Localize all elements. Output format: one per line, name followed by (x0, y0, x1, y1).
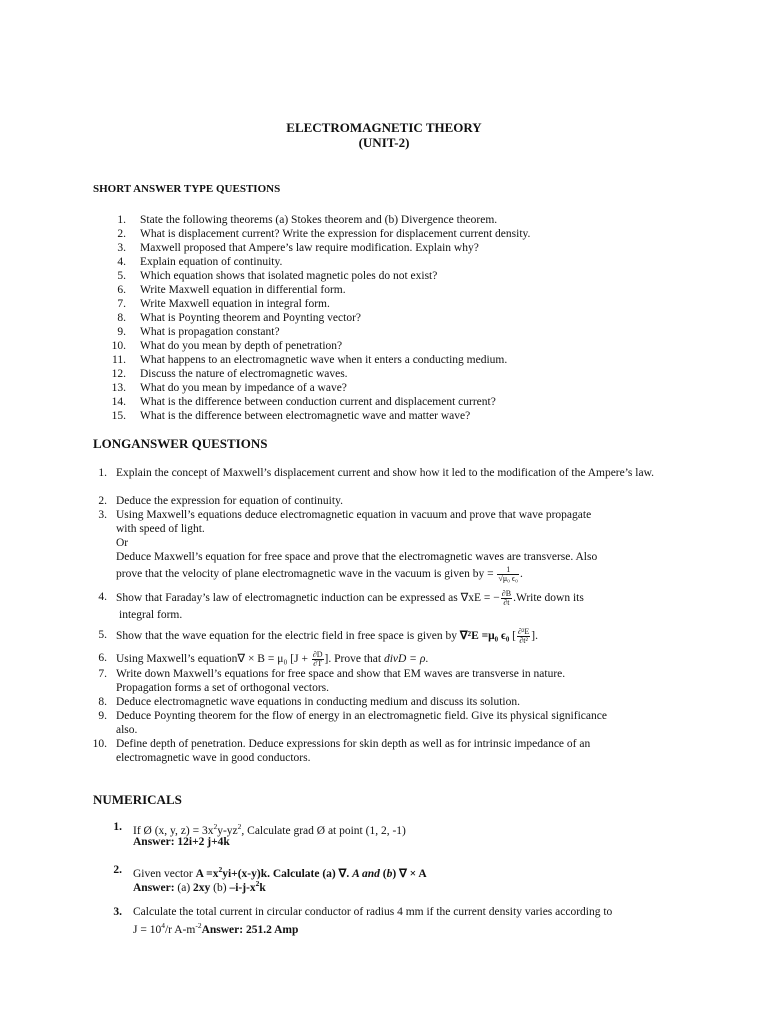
long-answer-heading: LONGANSWER QUESTIONS (93, 436, 268, 451)
long-question-5: Show that the wave equation for the electric field in free space is given by ∇²E =μ₀ ϵ₀ [ $\frac{\text{∂²E}}{\text{∂t²}}$ ]. (116, 627, 538, 645)
faraday-fraction: $\frac{\partial B}{\partial t}$ (501, 589, 512, 607)
long-question-3-line-1: Using Maxwell’s equations deduce electromagnetic equation in vacuum and prove that wave propagate (116, 509, 592, 521)
document-title: ELECTROMAGNETIC THEORY (286, 120, 482, 135)
numerical-1-answer: Answer: 12i+2 j+4k (133, 836, 230, 848)
long-question-10-line-2: electromagnetic wave in good conductors. (116, 752, 311, 764)
short-question-text: State the following theorems (a) Stokes theorem and (b) Divergence theorem. (140, 214, 498, 226)
long-question-7-line-2: Propagation forms a set of orthogonal vectors. (116, 682, 330, 694)
wave-equation-fraction: $\frac{\text{∂²E}}{\text{∂t²}}$ (518, 627, 530, 645)
document-unit: (UNIT-2) (358, 135, 410, 150)
long-question-2: Deduce the expression for equation of continuity. (116, 495, 343, 507)
long-question-4-line-2: integral form. (119, 609, 183, 621)
short-answer-heading: SHORT ANSWER TYPE QUESTIONS (93, 183, 281, 195)
long-question-1: Explain the concept of Maxwell’s displacement current and show how it led to the modification of the Ampere’s law. (116, 467, 655, 479)
long-question-4: Show that Faraday’s law of electromagnetic induction can be expressed as ∇xE = − $\frac{\partial B}{\partial t}$ .Write down its (116, 589, 584, 607)
long-question-3-or: Or (116, 537, 129, 549)
short-question-text: What do you mean by depth of penetration? (140, 340, 343, 352)
displacement-fraction: $\frac{\partial D}{\partial T}$ (312, 650, 323, 668)
short-question-text: Write Maxwell equation in differential form. (140, 284, 346, 296)
document-page: ELECTROMAGNETIC THEORY (UNIT-2) SHORT ANSWER TYPE QUESTIONS 1. State the following theorems (a) Stokes theorem and (b) Divergence theorem. 2. What is displacement current? Write the expression for displacement current density. 3. Maxwell proposed that Ampere’s law require modification. Explain why? 4. Explain equation of continuity. 5. Which equation shows that isolated magnetic poles do not exist? 6. Write Maxwell equation in differential form. 7. Write Maxwell equation in integral form. 8. What is Poynting theorem and Poynting vector? 9. What is propagation constant? 10. What do you mean by depth of penetration? 11. What happens to an electromagnetic wave when it enters a conducting medium. 12. Discuss the nature of electromagnetic waves. 13. What do you mean by impedance of a wave? 14. What is the difference between conduction current and displacement current? 15. What is the difference between electromagnetic wave and matter wave? LONGANSWER QUESTIONS 1. Explain the concept of Maxwell’s displacement current and show how it led to the modification of the Ampere’s law. 2. Deduce the expression for equation of continuity. 3. Using Maxwell’s equations deduce electromagnetic equation in vacuum and prove that wave propagate with speed of light. Or Deduce Maxwell’s equation for free space and prove that the electromagnetic waves are transverse. Also prove that the velocity of plane electromagnetic wave in the vacuum is given by = $\frac{1}{\text{√μ₀ ϵ₀}}$ . 4. Show that Faraday’s law of electromagnetic induction can be expressed as ∇xE = − $\frac{\partial B}{\partial t}$ .Write down its integral form. 5. Show that the wave equation for the electric field in free space is given by ∇²E =μ₀ ϵ₀ [ $\frac{\text{∂²E}}{\text{∂t²}}$ ]. 6. Using Maxwell’s equation∇ × B = μ₀ [J + $\frac{\partial D}{\partial T}$ ]. Prove that divD = ρ. 7. Write down Maxwell’s equations for free space and show that EM waves are transverse in nature. Propagation forms a set of orthogonal vectors. 8. Deduce electromagnetic wave equations in conducting medium and discuss its solution. 9. Deduce Poynting theorem for the flow of energy in an electromagnetic field. Give its physical significance also. 10. Define depth of penetration. Deduce expressions for skin depth as well as for intrinsic impedance of an electromagnetic wave in good conductors. NUMERICALS 1. If Ø (x, y, $z) = 3x^2y-yz^2$, Calculate grad Ø at point (1, 2, -1) Answer: 12i+2 j+4k 2. Given vector $A =x^2yi+(x-y)k$. Calculate (a) ∇. A and (b) ∇ × A Answer: (a) 2xy (b) $-i-j-x^2k$ 3. Calculate the total current in circular conductor of radius 4 mm if the current density varies according to $J = 10^4/r$ $A-m^{-2}Answer$: 251.2 Amp (0, 0, 768, 1024)
long-question-8: Deduce electromagnetic wave equations in conducting medium and discuss its solution. (116, 696, 520, 708)
long-question-3-line-2: with speed of light. (116, 523, 205, 535)
short-question-text: Discuss the nature of electromagnetic waves. (140, 368, 348, 380)
long-question-7-line-1: Write down Maxwell’s equations for free space and show that EM waves are transverse in nature. (116, 668, 566, 680)
short-question-text: What is displacement current? Write the expression for displacement current density. (140, 228, 531, 240)
numerical-2-answer: Answer: (a) 2xy (b) $-i-j-x^2k$ (133, 879, 266, 894)
short-question-text: What do you mean by impedance of a wave? (140, 382, 347, 394)
short-question-text: Maxwell proposed that Ampere’s law require modification. Explain why? (140, 242, 479, 254)
long-question-3-line-3: Deduce Maxwell’s equation for free space and prove that the electromagnetic waves are transverse. Also (116, 551, 598, 563)
short-question-text: Explain equation of continuity. (140, 256, 283, 268)
short-question-text: Which equation shows that isolated magnetic poles do not exist? (140, 270, 438, 282)
velocity-fraction: $\frac{1}{\text{√μ₀ ϵ₀}}$ (498, 565, 518, 583)
long-question-9-line-2: also. (116, 724, 138, 736)
short-question-text: What is Poynting theorem and Poynting vector? (140, 312, 362, 324)
short-question-text: What is propagation constant? (140, 326, 280, 338)
short-question-text: What is the difference between conduction current and displacement current? (140, 396, 496, 408)
short-question-text: What is the difference between electromagnetic wave and matter wave? (140, 410, 471, 422)
short-question-text: Write Maxwell equation in integral form. (140, 298, 330, 310)
short-question-text: What happens to an electromagnetic wave when it enters a conducting medium. (140, 354, 508, 366)
numericals-heading: NUMERICALS (93, 792, 182, 807)
long-question-6: Using Maxwell’s equation∇ × B = μ₀ [J + $\frac{\partial D}{\partial T}$ ]. Prove that divD = ρ. (116, 650, 429, 668)
long-question-10-line-1: Define depth of penetration. Deduce expressions for skin depth as well as for intrinsic impedance of an (116, 738, 591, 750)
long-question-9-line-1: Deduce Poynting theorem for the flow of energy in an electromagnetic field. Give its physical significance (116, 710, 607, 722)
numerical-3-line-2: $J = 10^4/r$ $A-m^{-2}Answer$: 251.2 Amp (133, 921, 299, 936)
long-question-3-line-4: prove that the velocity of plane electromagnetic wave in the vacuum is given by = $\frac{1}{\text{√μ₀ ϵ₀}}$ . (116, 565, 523, 583)
